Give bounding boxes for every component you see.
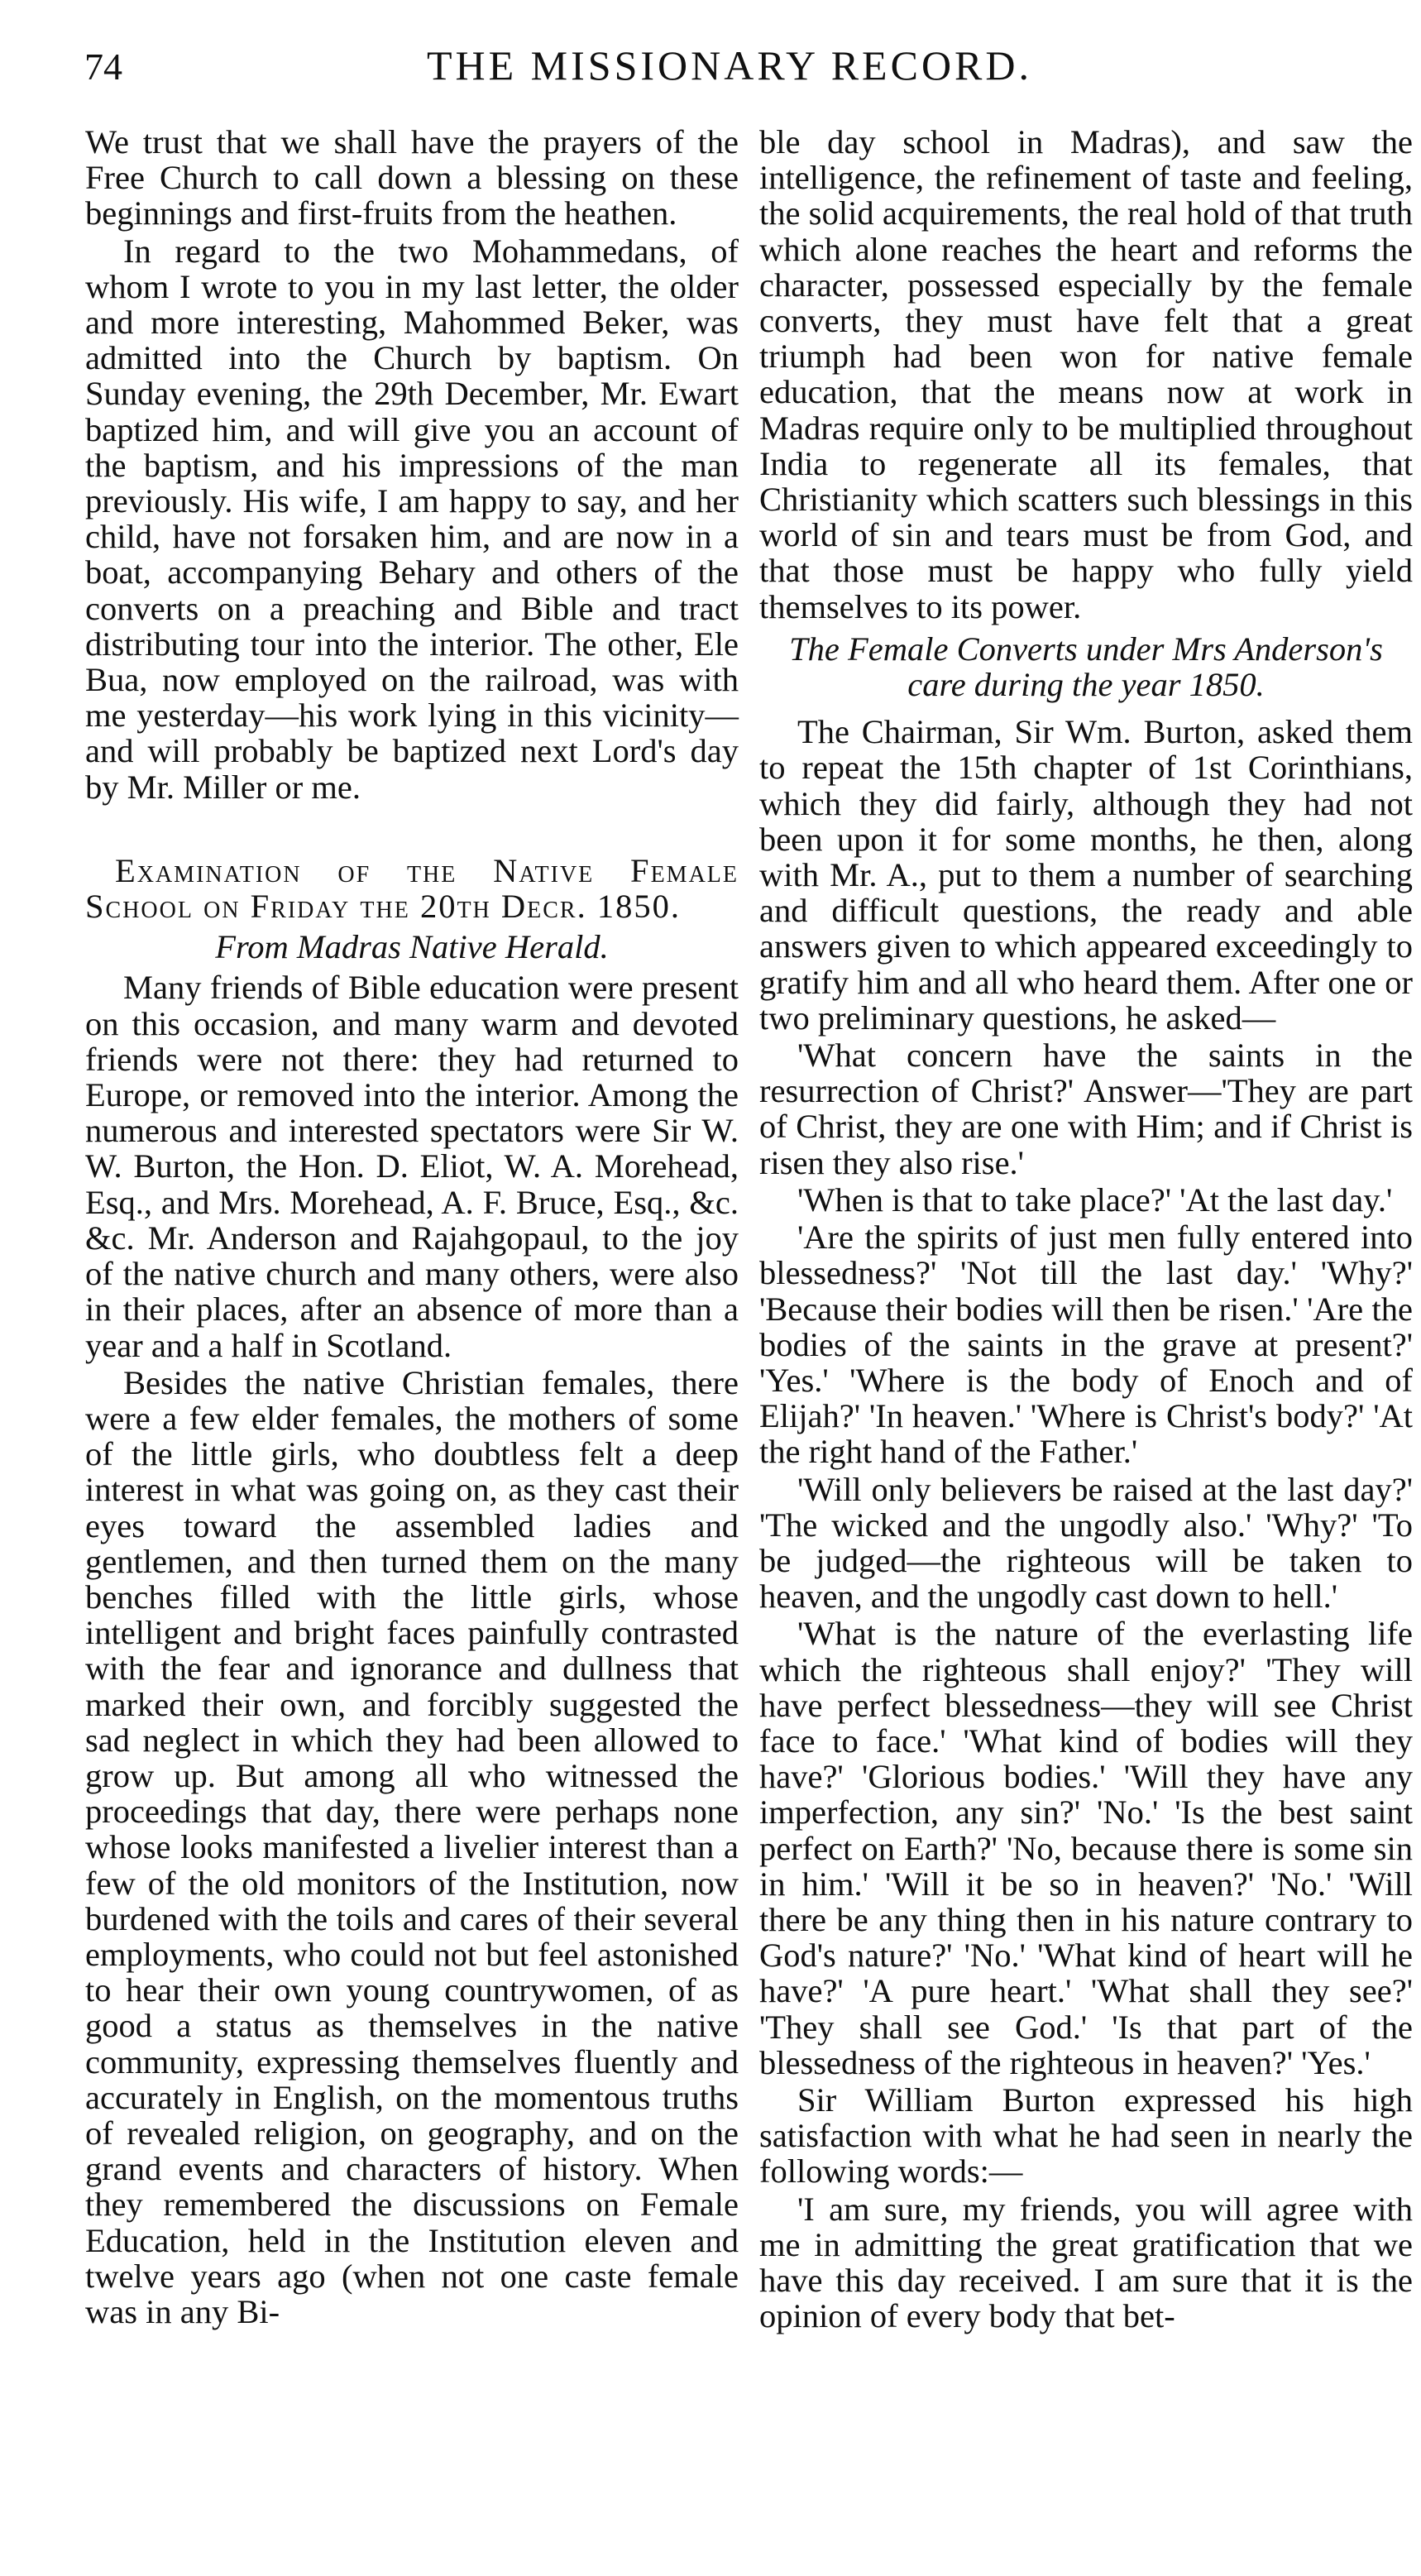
left-column — [85, 124, 739, 2331]
paragraph: Many friends of Bible education were present on this occasion, and many warm and devoted friends were not there: they had returned to Europe, or removed into the interior. Among the numerous and interested spectators were Sir W. W. Burton, the Hon. D. Eliot, W. A. Morehead, Esq., and Mrs. Morehead, A. F. Bruce, Esq., &c. &c. Mr. Anderson and Rajahgopaul, to the joy of the native church and many others, were also in their places, after an absence of more than a year and a half in Scotland. — [85, 969, 739, 1364]
paragraph: Besides the native Christian females, there were a few elder females, the mothers of some of the little girls, who doubtless felt a deep interest in what was going on, as they cast their eyes toward the assembled ladies and gentlemen, and then turned them on the many benches filled with the little girls, whose intelligent and bright faces painfully contrasted with the fear and ignorance and dullness that marked their own, and forcibly suggested the sad neglect in which they had been allowed to grow up. But among all who witnessed the proceedings that day, there were perhaps none whose looks manifested a livelier interest than a few of the old monitors of the Institution, now burdened with the toils and cares of their several employments, who could not but feel astonished to hear their own young countrywomen, of as good a status as themselves in the native community, expressing themselves fluently and accurately in English, on the momentous truths of revealed religion, on geography, and on the grand events and characters of history. When they remembered the discussions on Female Education, held in the Institution eleven and twelve years ago (when not one caste female was in any Bi- — [85, 1363, 739, 2330]
page-number: 74 — [84, 45, 122, 88]
paragraph: 'Will only believers be raised at the last day?' 'The wicked and the ungodly also.' 'Why?' 'To be judged—the righteous will be taken to heaven, and the ungodly cast down to hell.' — [759, 1470, 1413, 1616]
paragraph: 'What concern have the saints in the resurrection of Christ?' Answer—'They are part of Christ, they are one with Him; and if Christ is risen they also rise.' — [759, 1037, 1413, 1181]
right-column — [759, 124, 1413, 2335]
paragraph: In regard to the two Mohammedans, of whom I wrote to you in my last letter, the older and more interesting, Mahommed Beker, was admitted into the Church by baptism. On Sunday evening, the 29th December, Mr. Ewart baptized him, and will give you an account of the baptism, and his impressions of the man previously. His wife, I am happy to say, and her child, have not forsaken him, and are now in a boat, accompanying Behary and others of the converts on a preaching and Bible and tract distributing tour into the interior. The other, Ele Bua, now employed on the railroad, was with me yesterday—his work lying in this vicinity—and will probably be baptized next Lord's day by Mr. Miller or me. — [85, 232, 739, 806]
paragraph: We trust that we shall have the prayers of the Free Church to call down a blessing on these beginnings and first-fruits from the heathen. — [85, 123, 739, 232]
paragraph: 'Are the spirits of just men fully entered into blessedness?' 'Not till the last day.' 'Why?' 'Because their bodies will then be risen.' 'Are the bodies of the saints in the grave at present?' 'Yes.' 'Where is the body of Enoch and of Elijah?' 'In heaven.' 'Where is Christ's body?' 'At the right hand of the Father.' — [759, 1219, 1413, 1471]
source-line: From Madras Native Herald. — [215, 928, 609, 966]
paragraph: Sir William Burton expressed his high satisfaction with what he had seen in nearly the following words:— — [759, 2080, 1413, 2191]
paragraph: 'When is that to take place?' 'At the last day.' — [797, 1180, 1393, 1219]
subheading: The Female Converts under Mrs Anderson's care during the year 1850. — [789, 630, 1383, 704]
running-title: THE MISSIONARY RECORD. — [426, 42, 1033, 89]
paragraph: 'What is the nature of the everlasting life which the righteous shall enjoy?' 'They will have perfect blessedness—they will see Christ face to face.' 'What kind of bodies will they have?' 'Glorious bodies.' 'Will they have any imperfection, any sin?' 'No.' 'Is the best saint perfect on Earth?' 'No, because there is some sin in him.' 'Will it be so in heaven?' 'No.' 'Will there be any thing then in his nature contrary to God's nature?' 'No.' 'What kind of heart will he have?' 'A pure heart.' 'What shall they see?' 'They shall see God.' 'Is that part of the blessedness of the righteous in heaven?' 'Yes.' — [759, 1615, 1413, 2081]
page-header — [84, 36, 1375, 94]
paragraph: The Chairman, Sir Wm. Burton, asked them to repeat the 15th chapter of 1st Corinthians, which they did fairly, although they had not been upon it for some months, he then, along with Mr. A., put to them a number of searching and difficult questions, the ready and able answers given to which appeared exceedingly to gratify him and all who heard them. After one or two preliminary questions, he asked— — [759, 713, 1413, 1037]
paragraph: 'I am sure, my friends, you will agree with me in admitting the great gratification that we have this day received. I am sure that it is the opinion of every body that bet- — [759, 2190, 1413, 2335]
section-heading: Examination of the Native Female School on Friday the 20th Decr. 1850. — [85, 851, 739, 926]
paragraph: ble day school in Madras), and saw the intelligence, the refinement of taste and feeling, the solid acquirements, the real hold of that truth which alone reaches the heart and reforms the character, possessed especially by the female converts, they must have felt that a great triumph had been won for native female education, that the means now at work in Madras require only to be multiplied throughout India to regenerate all its females, that Christianity which scatters such blessings in this world of sin and tears must be from God, and that those must be happy who fully yield themselves to its power. — [759, 123, 1413, 625]
